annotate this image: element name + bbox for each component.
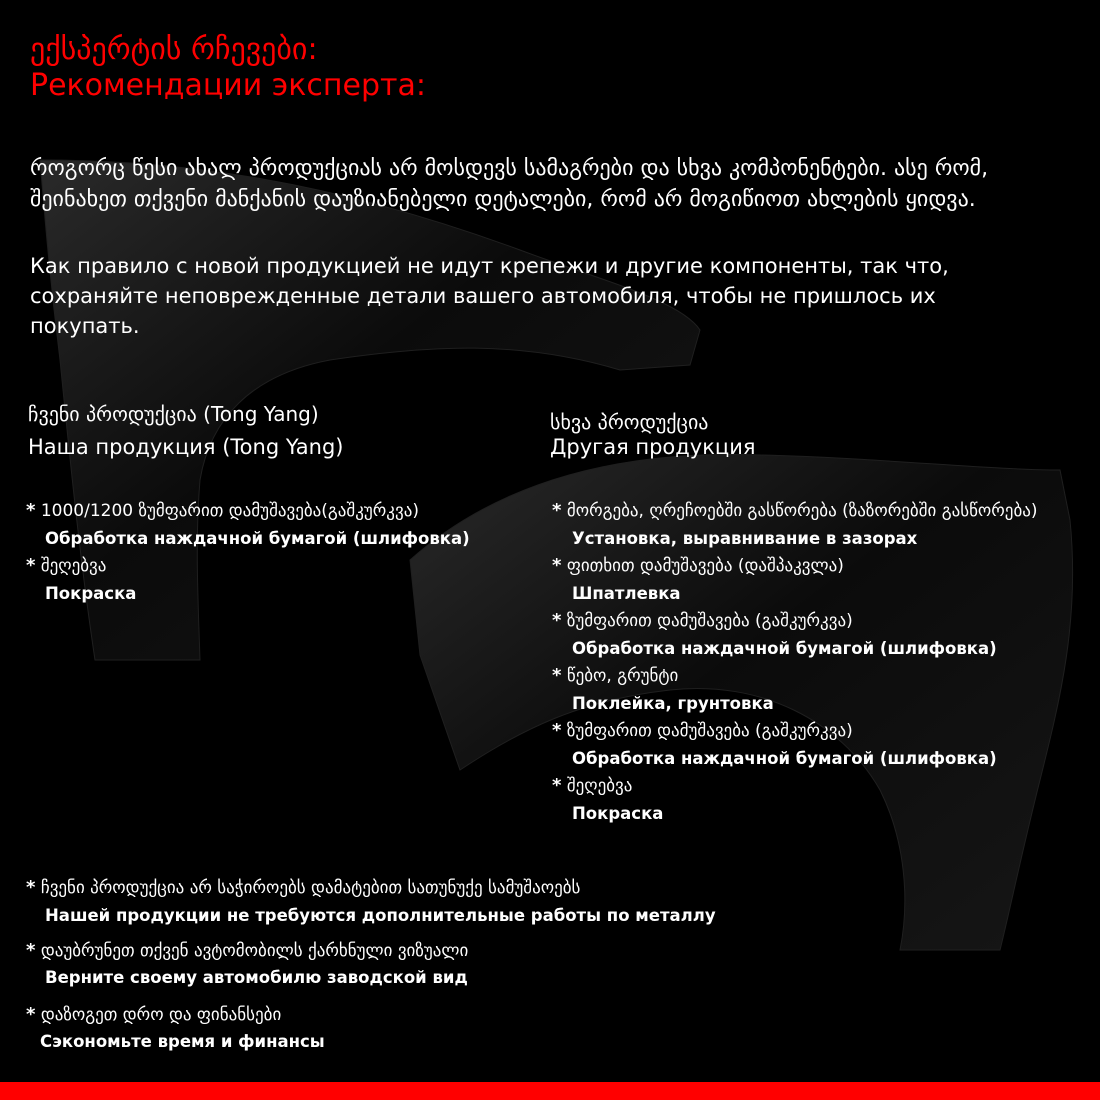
- our-item-1-russian: Обработка наждачной бумагой (шлифовка): [45, 529, 470, 548]
- other-item-1-ka-text: მორგება, ღრეჩოებში გასწორება (ზაზორებში გასწორება): [566, 501, 1038, 521]
- benefit-2-georgian: [26, 940, 468, 961]
- bullet: *: [552, 720, 562, 741]
- other-item-2-georgian: [552, 555, 844, 576]
- bullet: *: [552, 500, 562, 521]
- other-item-1-russian: Установка, выравнивание в зазорах: [572, 529, 918, 548]
- other-item-5-ka-text: ზუმფარით დამუშავება (გაშკურკვა): [566, 721, 853, 741]
- bottom-accent-bar: [0, 1082, 1100, 1100]
- other-item-6-ka-text: შეღებვა: [566, 776, 633, 796]
- benefit-1-russian: Нашей продукции не требуются дополнительные работы по металлу: [45, 906, 716, 925]
- bullet: *: [552, 775, 562, 796]
- intro-georgian: როგორც წესი ახალ პროდუქციას არ მოსდევს სამაგრები და სხვა კომპონენტები. ასე რომ, შეინახეთ თქვენი მანქანის დაუზიანებელი დეტალები, რომ არ მოგიწიოთ ახლების ყიდვა.: [30, 156, 989, 212]
- other-item-3-russian: Обработка наждачной бумагой (шлифовка): [572, 639, 997, 658]
- other-item-6-georgian: [552, 775, 632, 796]
- title-russian: Рекомендации эксперта:: [30, 68, 426, 103]
- bullet: *: [26, 1004, 36, 1025]
- other-item-3-ka-text: ზუმფარით დამუშავება (გაშკურკვა): [566, 611, 853, 631]
- intro-russian: Как правило с новой продукцией не идут крепежи и другие компоненты, так что, сохраняйте неповрежденные детали вашего автомобиля, чтобы не пришлось их покупать.: [30, 254, 949, 338]
- our-product-header-russian: Наша продукция (Tong Yang): [28, 435, 344, 459]
- other-item-6-russian: Покраска: [572, 804, 664, 823]
- other-item-4-ka-text: წებო, გრუნტი: [566, 666, 679, 686]
- bullet: *: [26, 877, 36, 898]
- bullet: *: [26, 500, 36, 521]
- our-item-1-georgian: [26, 500, 419, 521]
- other-item-1-georgian: [552, 500, 1038, 521]
- our-item-1-ka-text: 1000/1200 ზუმფარით დამუშავება(გაშკურკვა): [40, 501, 419, 521]
- bullet: *: [26, 940, 36, 961]
- benefit-2-ka-text: დაუბრუნეთ თქვენ ავტომობილს ქარხნული ვიზუალი: [40, 941, 469, 961]
- bullet: *: [26, 555, 36, 576]
- bullet: *: [552, 555, 562, 576]
- benefit-2-russian: Верните своему автомобилю заводской вид: [45, 968, 468, 987]
- title-georgian: ექსპერტის რჩევები:: [30, 32, 318, 67]
- other-item-4-georgian: [552, 665, 678, 686]
- other-item-2-russian: Шпатлевка: [572, 584, 681, 603]
- other-item-4-russian: Поклейка, грунтовка: [572, 694, 774, 713]
- other-item-5-russian: Обработка наждачной бумагой (шлифовка): [572, 749, 997, 768]
- our-item-2-russian: Покраска: [45, 584, 137, 603]
- other-item-2-ka-text: ფითხით დამუშავება (დაშპაკვლა): [566, 556, 844, 576]
- our-item-2-georgian: [26, 555, 106, 576]
- benefit-3-georgian: [26, 1004, 281, 1025]
- our-item-2-ka-text: შეღებვა: [40, 556, 107, 576]
- bullet: *: [552, 665, 562, 686]
- other-product-header-georgian: სხვა პროდუქცია: [550, 410, 709, 434]
- benefit-3-ka-text: დაზოგეთ დრო და ფინანსები: [40, 1005, 282, 1025]
- bullet: *: [552, 610, 562, 631]
- other-item-5-georgian: [552, 720, 853, 741]
- other-product-header-russian: Другая продукция: [550, 435, 756, 459]
- our-product-header-georgian: ჩვენი პროდუქცია (Tong Yang): [28, 402, 319, 426]
- other-item-3-georgian: [552, 610, 853, 631]
- benefit-1-ka-text: ჩვენი პროდუქცია არ საჭიროებს დამატებით სათუნუქე სამუშაოებს: [40, 878, 581, 898]
- benefit-3-russian: Сэкономьте время и финансы: [40, 1032, 325, 1051]
- benefit-1-georgian: [26, 877, 580, 898]
